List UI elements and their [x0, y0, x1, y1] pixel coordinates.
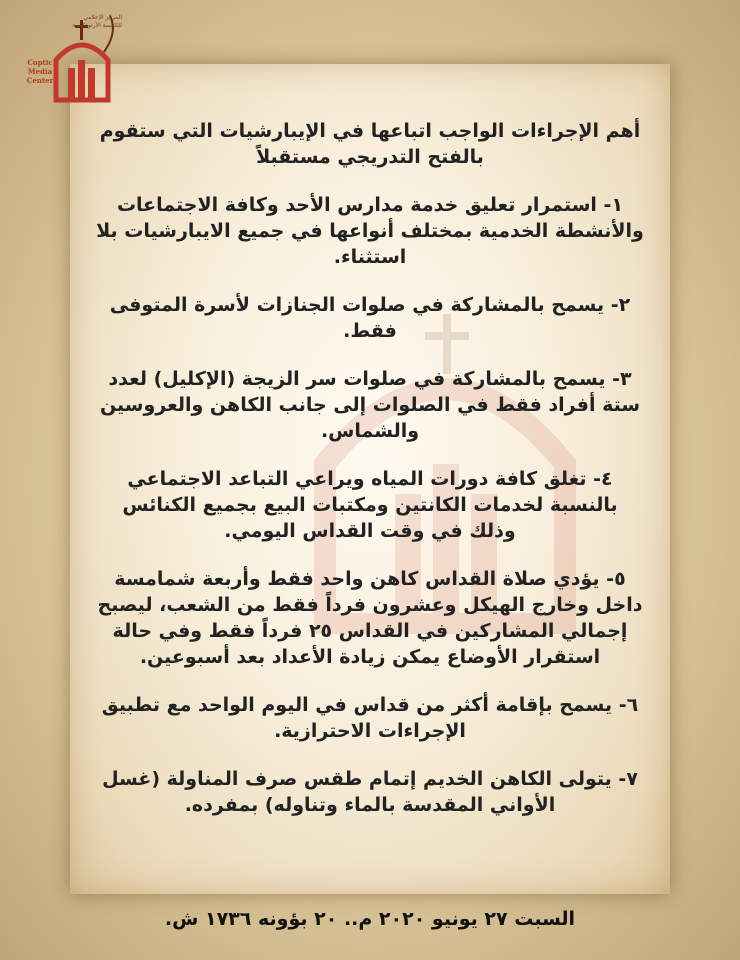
- list-item: ٤- تغلق كافة دورات المياه ويراعي التباعد الاجتماعي بالنسبة لخدمات الكانتين ومكتبات البيع بجميع الكنائس وذلك في وقت القداس اليومي.: [122, 468, 618, 542]
- document-title: أهم الإجراءات الواجب اتباعها في الإيبارشيات التي ستقوم بالفتح التدريجي مستقبلاً: [99, 120, 641, 168]
- logo-word-center: Center: [26, 76, 54, 85]
- document-body: [96, 118, 644, 840]
- logo-english-text: [20, 58, 60, 85]
- list-item: ٦- يسمح بإقامة أكثر من قداس في اليوم الواحد مع تطبيق الإجراءات الاحترازية.: [101, 694, 639, 742]
- list-item: ٢- يسمح بالمشاركة في صلوات الجنازات لأسرة المتوفى فقط.: [109, 294, 631, 342]
- logo-word-media: Media: [27, 67, 53, 76]
- list-item: ٧- يتولى الكاهن الخديم إتمام طقس صرف المناولة (غسل الأواني المقدسة بالماء وتناوله) بمفرده.: [102, 768, 638, 816]
- list-item: ٥- يؤدي صلاة القداس كاهن واحد فقط وأربعة شمامسة داخل وخارج الهيكل وعشرون فرداً فقط من الشعب، ليصبح إجمالي المشاركين في القداس ٢٥ فرداً فقط وفي حالة استقرار الأوضاع يمكن زيادة الأعداد بعد أسبوعين.: [97, 568, 643, 668]
- list-item: ١- استمرار تعليق خدمة مدارس الأحد وكافة الاجتماعات والأنشطة الخدمية بمختلف أنواعها في جميع الايبارشيات بلا استثناء.: [96, 194, 644, 268]
- coptic-media-center-logo: [18, 12, 122, 107]
- logo-arabic-text: المركز الإعلامي للكنيسة الأرثوذكسية: [72, 14, 122, 29]
- logo-word-coptic: Coptic: [27, 58, 53, 67]
- document-date-footer: السبت ٢٧ يونيو ٢٠٢٠ م.. ٢٠ بؤونه ١٧٣٦ ش.: [164, 908, 576, 930]
- list-item: ٣- يسمح بالمشاركة في صلوات سر الزيجة (الإكليل) لعدد ستة أفراد فقط في الصلوات إلى جانب الكاهن والعروسين والشماس.: [99, 368, 641, 442]
